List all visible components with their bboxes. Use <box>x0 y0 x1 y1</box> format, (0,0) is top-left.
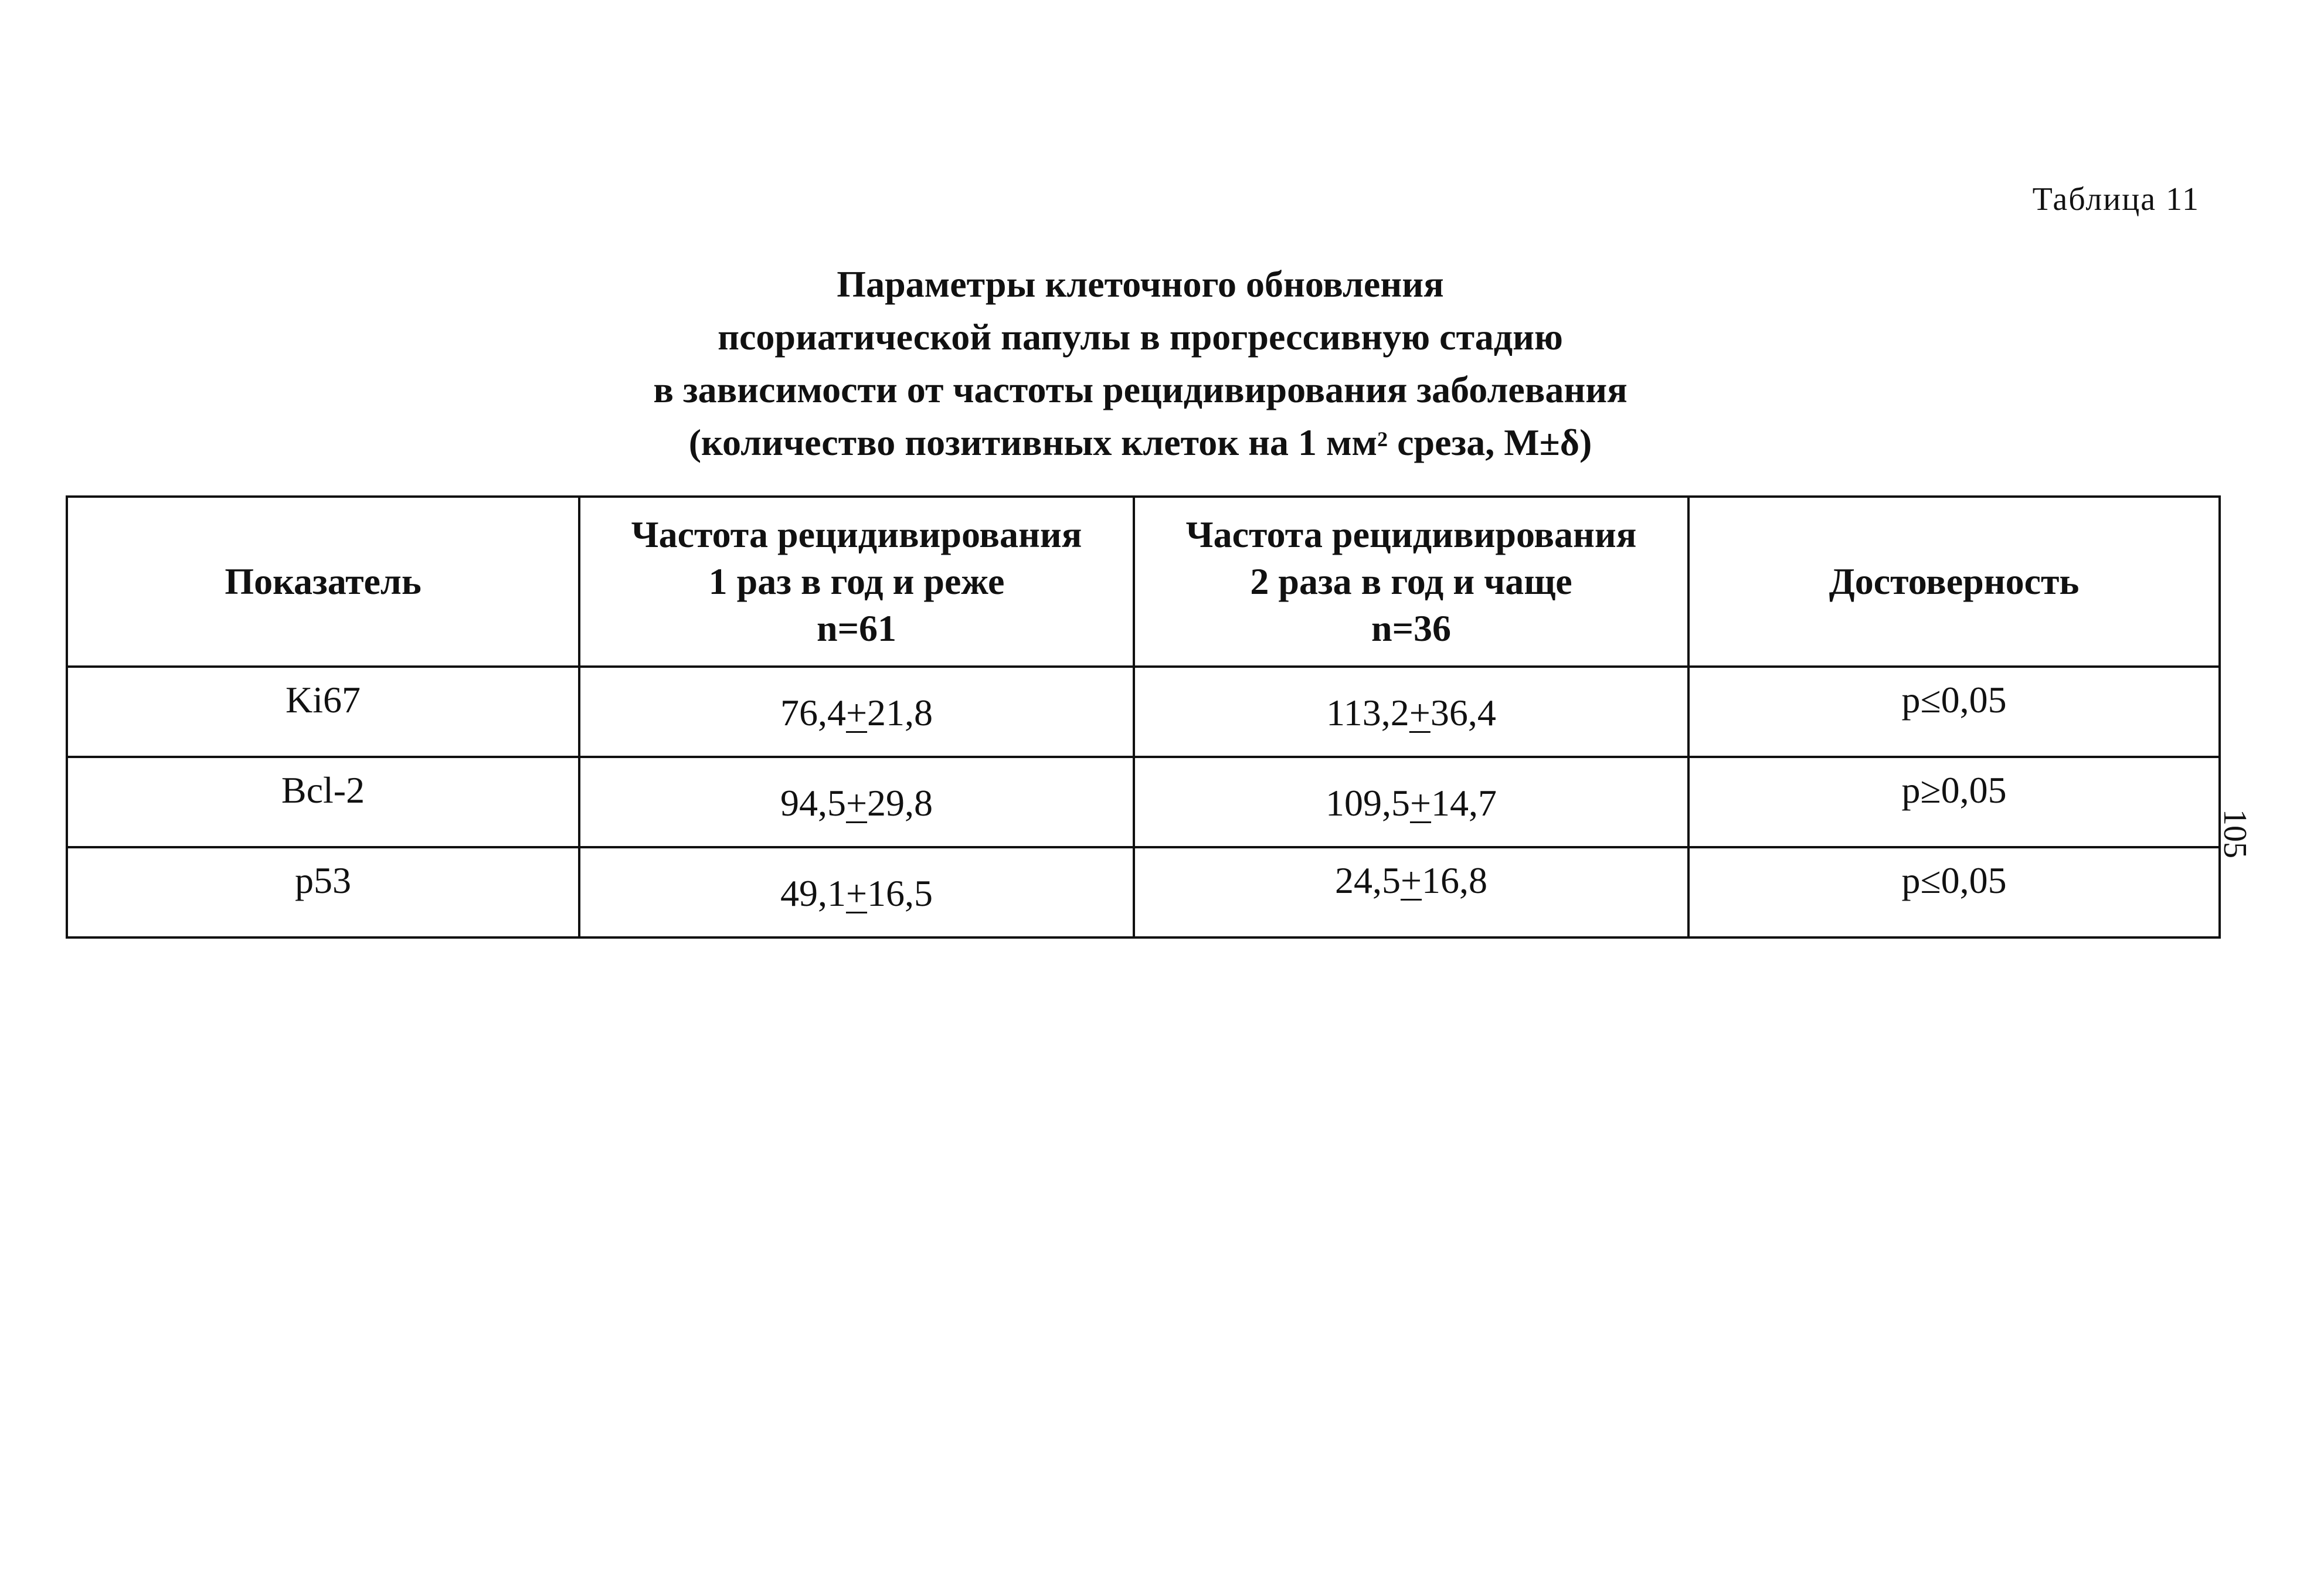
title-line-2: псориатической папулы в прогрессивную стадию <box>718 316 1563 358</box>
header-group-1-line-3: n=61 <box>816 607 897 649</box>
cell-significance <box>1688 757 2220 847</box>
table-header-row <box>67 497 2220 667</box>
header-indicator: Показатель <box>67 497 579 667</box>
plus-minus-sign: + <box>845 692 868 733</box>
sd-value: 16,8 <box>1422 860 1488 901</box>
header-group-2-line-1: Частота рецидивирования <box>1185 514 1637 555</box>
title-line-4-tail: среза, M±δ) <box>1388 422 1592 463</box>
value-ki67-group-1 <box>580 668 1133 735</box>
header-group-1 <box>579 497 1134 667</box>
sd-value: 29,8 <box>867 782 933 824</box>
table-label: Таблица 11 <box>2032 181 2200 218</box>
significance-ki67: p≤0,05 <box>1901 679 2007 721</box>
title-superscript: 2 <box>1377 427 1388 451</box>
title-line-3: в зависимости от частоты рецидивирования заболевания <box>653 369 1628 410</box>
indicator-p53: p53 <box>295 860 351 901</box>
cell-group-1 <box>579 667 1134 757</box>
table-title <box>0 258 2281 469</box>
cell-indicator <box>67 847 579 937</box>
header-group-2-line-2: 2 раза в год и чаще <box>1250 560 1572 602</box>
title-line-4-text: (количество позитивных клеток на 1 мм <box>688 422 1378 463</box>
plus-minus-sign: + <box>1409 692 1431 733</box>
page-number: 105 <box>2217 809 2253 858</box>
value-bcl2-group-2 <box>1135 758 1687 825</box>
plus-minus-sign: + <box>1409 782 1432 824</box>
header-group-1-line-1: Частота рецидивирования <box>631 514 1082 555</box>
mean-value: 24,5 <box>1334 860 1401 901</box>
plus-minus-sign: + <box>845 782 868 824</box>
cell-group-1 <box>579 757 1134 847</box>
mean-value: 113,2 <box>1326 692 1409 733</box>
table-row-bcl2 <box>67 757 2220 847</box>
sd-value: 14,7 <box>1431 782 1497 824</box>
mean-value: 94,5 <box>780 782 846 824</box>
table-row-p53 <box>67 847 2220 937</box>
table-row-ki67 <box>67 667 2220 757</box>
header-group-2-line-3: n=36 <box>1371 607 1452 649</box>
title-line-1: Параметры клеточного обновления <box>837 263 1444 305</box>
cell-group-2 <box>1134 667 1688 757</box>
cell-group-1 <box>579 847 1134 937</box>
cell-significance <box>1688 667 2220 757</box>
plus-minus-sign: + <box>1400 860 1422 901</box>
sd-value: 21,8 <box>867 692 933 733</box>
cell-indicator <box>67 757 579 847</box>
cell-group-2 <box>1134 847 1688 937</box>
cell-significance <box>1688 847 2220 937</box>
value-bcl2-group-1 <box>580 758 1133 825</box>
header-group-2 <box>1134 497 1688 667</box>
plus-minus-sign: + <box>845 872 868 914</box>
significance-p53: p≤0,05 <box>1901 860 2007 901</box>
value-p53-group-2 <box>1135 848 1687 902</box>
value-ki67-group-2 <box>1135 668 1687 735</box>
indicator-bcl2: Bcl-2 <box>281 769 365 811</box>
value-p53-group-1 <box>580 848 1133 915</box>
mean-value: 76,4 <box>780 692 846 733</box>
mean-value: 49,1 <box>780 872 846 914</box>
title-line-4 <box>0 416 2281 469</box>
header-significance: Достоверность <box>1688 497 2220 667</box>
indicator-ki67: Ki67 <box>286 679 361 721</box>
header-group-1-line-2: 1 раз в год и реже <box>708 560 1005 602</box>
cell-indicator <box>67 667 579 757</box>
results-table <box>66 495 2221 939</box>
sd-value: 36,4 <box>1430 692 1496 733</box>
significance-bcl2: p≥0,05 <box>1901 769 2007 811</box>
sd-value: 16,5 <box>867 872 933 914</box>
cell-group-2 <box>1134 757 1688 847</box>
mean-value: 109,5 <box>1325 782 1410 824</box>
